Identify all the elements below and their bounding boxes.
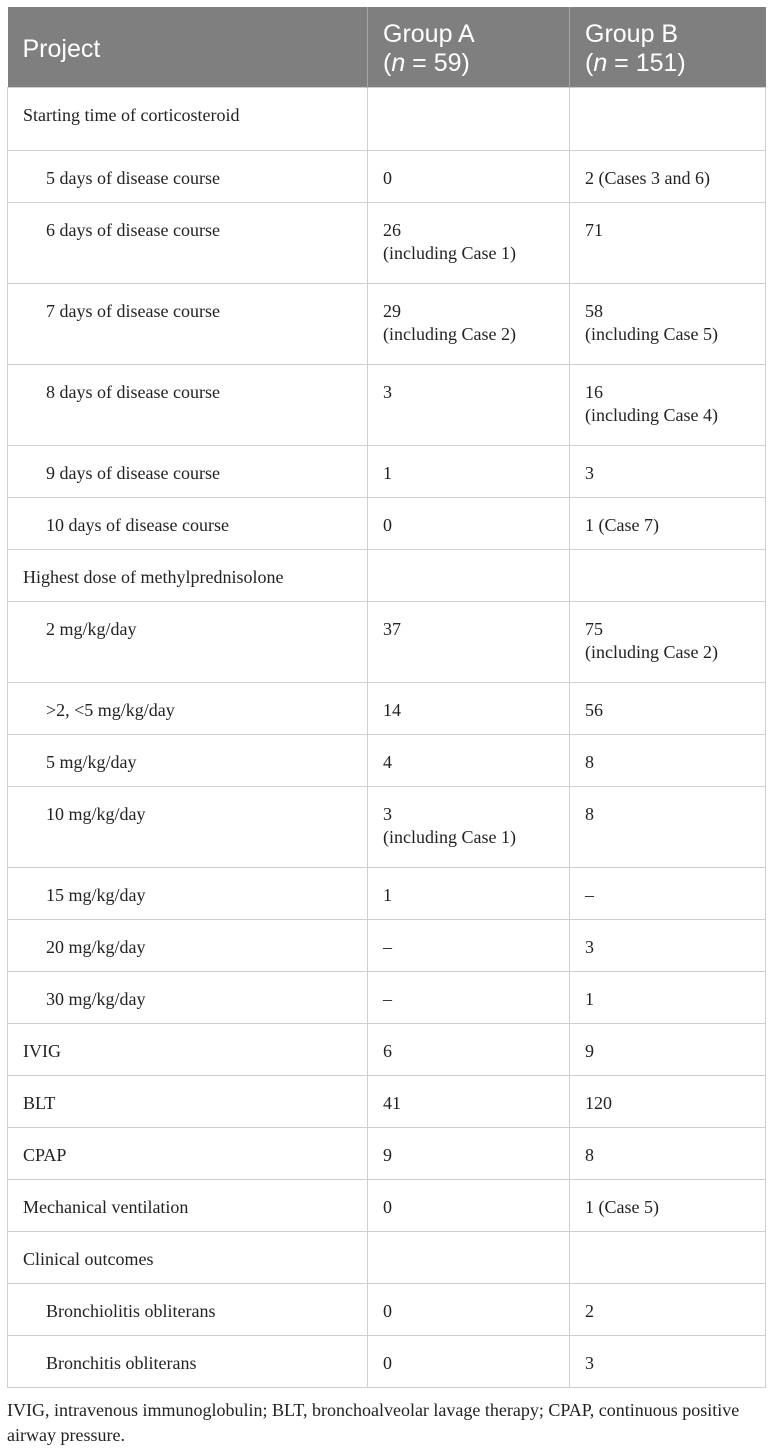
table-row [8,1076,766,1128]
row-label-cell: 20 mg/kg/day [8,920,368,972]
group-b-cell: 1 (Case 7) [570,498,766,550]
group-a-cell: 9 [368,1128,570,1180]
table-row [8,1284,766,1336]
row-label-cell: 10 days of disease course [8,498,368,550]
group-a-cell: 41 [368,1076,570,1128]
group-b-cell: 56 [570,683,766,735]
row-label-cell: Mechanical ventilation [8,1180,368,1232]
group-a-cell [368,550,570,602]
row-label-cell: 15 mg/kg/day [8,868,368,920]
row-label-cell: 8 days of disease course [8,365,368,446]
group-b-cell: 75 (including Case 2) [570,602,766,683]
group-a-cell: 3 [368,365,570,446]
group-a-cell: 37 [368,602,570,683]
row-label-cell: CPAP [8,1128,368,1180]
group-a-cell: 14 [368,683,570,735]
table-row [8,683,766,735]
row-label-cell: 10 mg/kg/day [8,787,368,868]
table-row [8,1128,766,1180]
group-b-cell: 8 [570,1128,766,1180]
table-row [8,498,766,550]
group-a-cell: 0 [368,1284,570,1336]
group-b-cell: 3 [570,446,766,498]
group-a-cell: 0 [368,151,570,203]
group-b-cell: 16 (including Case 4) [570,365,766,446]
group-b-cell [570,1232,766,1284]
group-a-cell: 1 [368,446,570,498]
row-label-cell: >2, <5 mg/kg/day [8,683,368,735]
group-a-cell: 4 [368,735,570,787]
group-a-cell: 29 (including Case 2) [368,284,570,365]
group-b-cell: 58 (including Case 5) [570,284,766,365]
table-footnote: IVIG, intravenous immunoglobulin; BLT, bronchoalveolar lavage therapy; CPAP, continuous positive airway pressure. [7,1400,740,1445]
header-group-a-count: = 59) [405,49,470,77]
table-row [8,1232,766,1284]
row-label-cell: Bronchitis obliterans [8,1336,368,1388]
row-label-cell: 5 mg/kg/day [8,735,368,787]
header-group-b: Group B (n = 151) [570,7,766,88]
row-label-cell: IVIG [8,1024,368,1076]
header-group-a-title: Group A [383,20,475,48]
header-group-b-count: = 151) [607,49,686,77]
group-b-cell: 1 (Case 5) [570,1180,766,1232]
group-b-cell [570,88,766,151]
table-row [8,735,766,787]
group-a-cell: – [368,920,570,972]
group-a-cell: 0 [368,1180,570,1232]
group-b-cell: 3 [570,920,766,972]
group-b-cell: 71 [570,203,766,284]
table-row [8,1336,766,1388]
group-b-cell: 1 [570,972,766,1024]
group-b-cell: 8 [570,735,766,787]
group-b-cell: 2 [570,1284,766,1336]
table-row [8,1024,766,1076]
table-row [8,88,766,151]
table-row [8,1180,766,1232]
group-a-cell [368,88,570,151]
table-header [8,7,766,88]
group-a-cell: 0 [368,498,570,550]
row-label-cell: 9 days of disease course [8,446,368,498]
row-label-cell: 5 days of disease course [8,151,368,203]
header-group-a: Group A (n = 59) [368,7,570,88]
table-row [8,151,766,203]
table-row [8,550,766,602]
header-row [8,7,766,88]
group-b-cell: 2 (Cases 3 and 6) [570,151,766,203]
row-label-cell: 2 mg/kg/day [8,602,368,683]
group-a-cell: – [368,972,570,1024]
row-label-cell: Clinical outcomes [8,1232,368,1284]
table-row [8,284,766,365]
group-a-cell [368,1232,570,1284]
table-row [8,920,766,972]
header-project-label: Project [22,34,101,63]
group-b-cell: 3 [570,1336,766,1388]
row-label-cell: 6 days of disease course [8,203,368,284]
table-row [8,787,766,868]
group-b-cell: – [570,868,766,920]
row-label-cell: Highest dose of methylprednisolone [8,550,368,602]
table-row [8,365,766,446]
row-label-cell: Starting time of corticosteroid [8,88,368,151]
row-label-cell: 30 mg/kg/day [8,972,368,1024]
row-label-cell: BLT [8,1076,368,1128]
table-body [8,88,766,1388]
group-a-cell: 26 (including Case 1) [368,203,570,284]
header-group-b-title: Group B [585,20,679,48]
group-a-cell: 0 [368,1336,570,1388]
treatment-table [7,7,766,1388]
table-row [8,868,766,920]
table-row [8,602,766,683]
group-b-cell: 9 [570,1024,766,1076]
header-project [8,7,368,88]
group-b-cell: 120 [570,1076,766,1128]
row-label-cell: 7 days of disease course [8,284,368,365]
table-row [8,203,766,284]
group-a-cell: 1 [368,868,570,920]
header-group-a-n: n [391,49,406,77]
header-group-b-n: n [593,49,608,77]
group-a-cell: 3 (including Case 1) [368,787,570,868]
group-a-cell: 6 [368,1024,570,1076]
table-row [8,446,766,498]
table-row [8,972,766,1024]
row-label-cell: Bronchiolitis obliterans [8,1284,368,1336]
group-b-cell [570,550,766,602]
group-b-cell: 8 [570,787,766,868]
